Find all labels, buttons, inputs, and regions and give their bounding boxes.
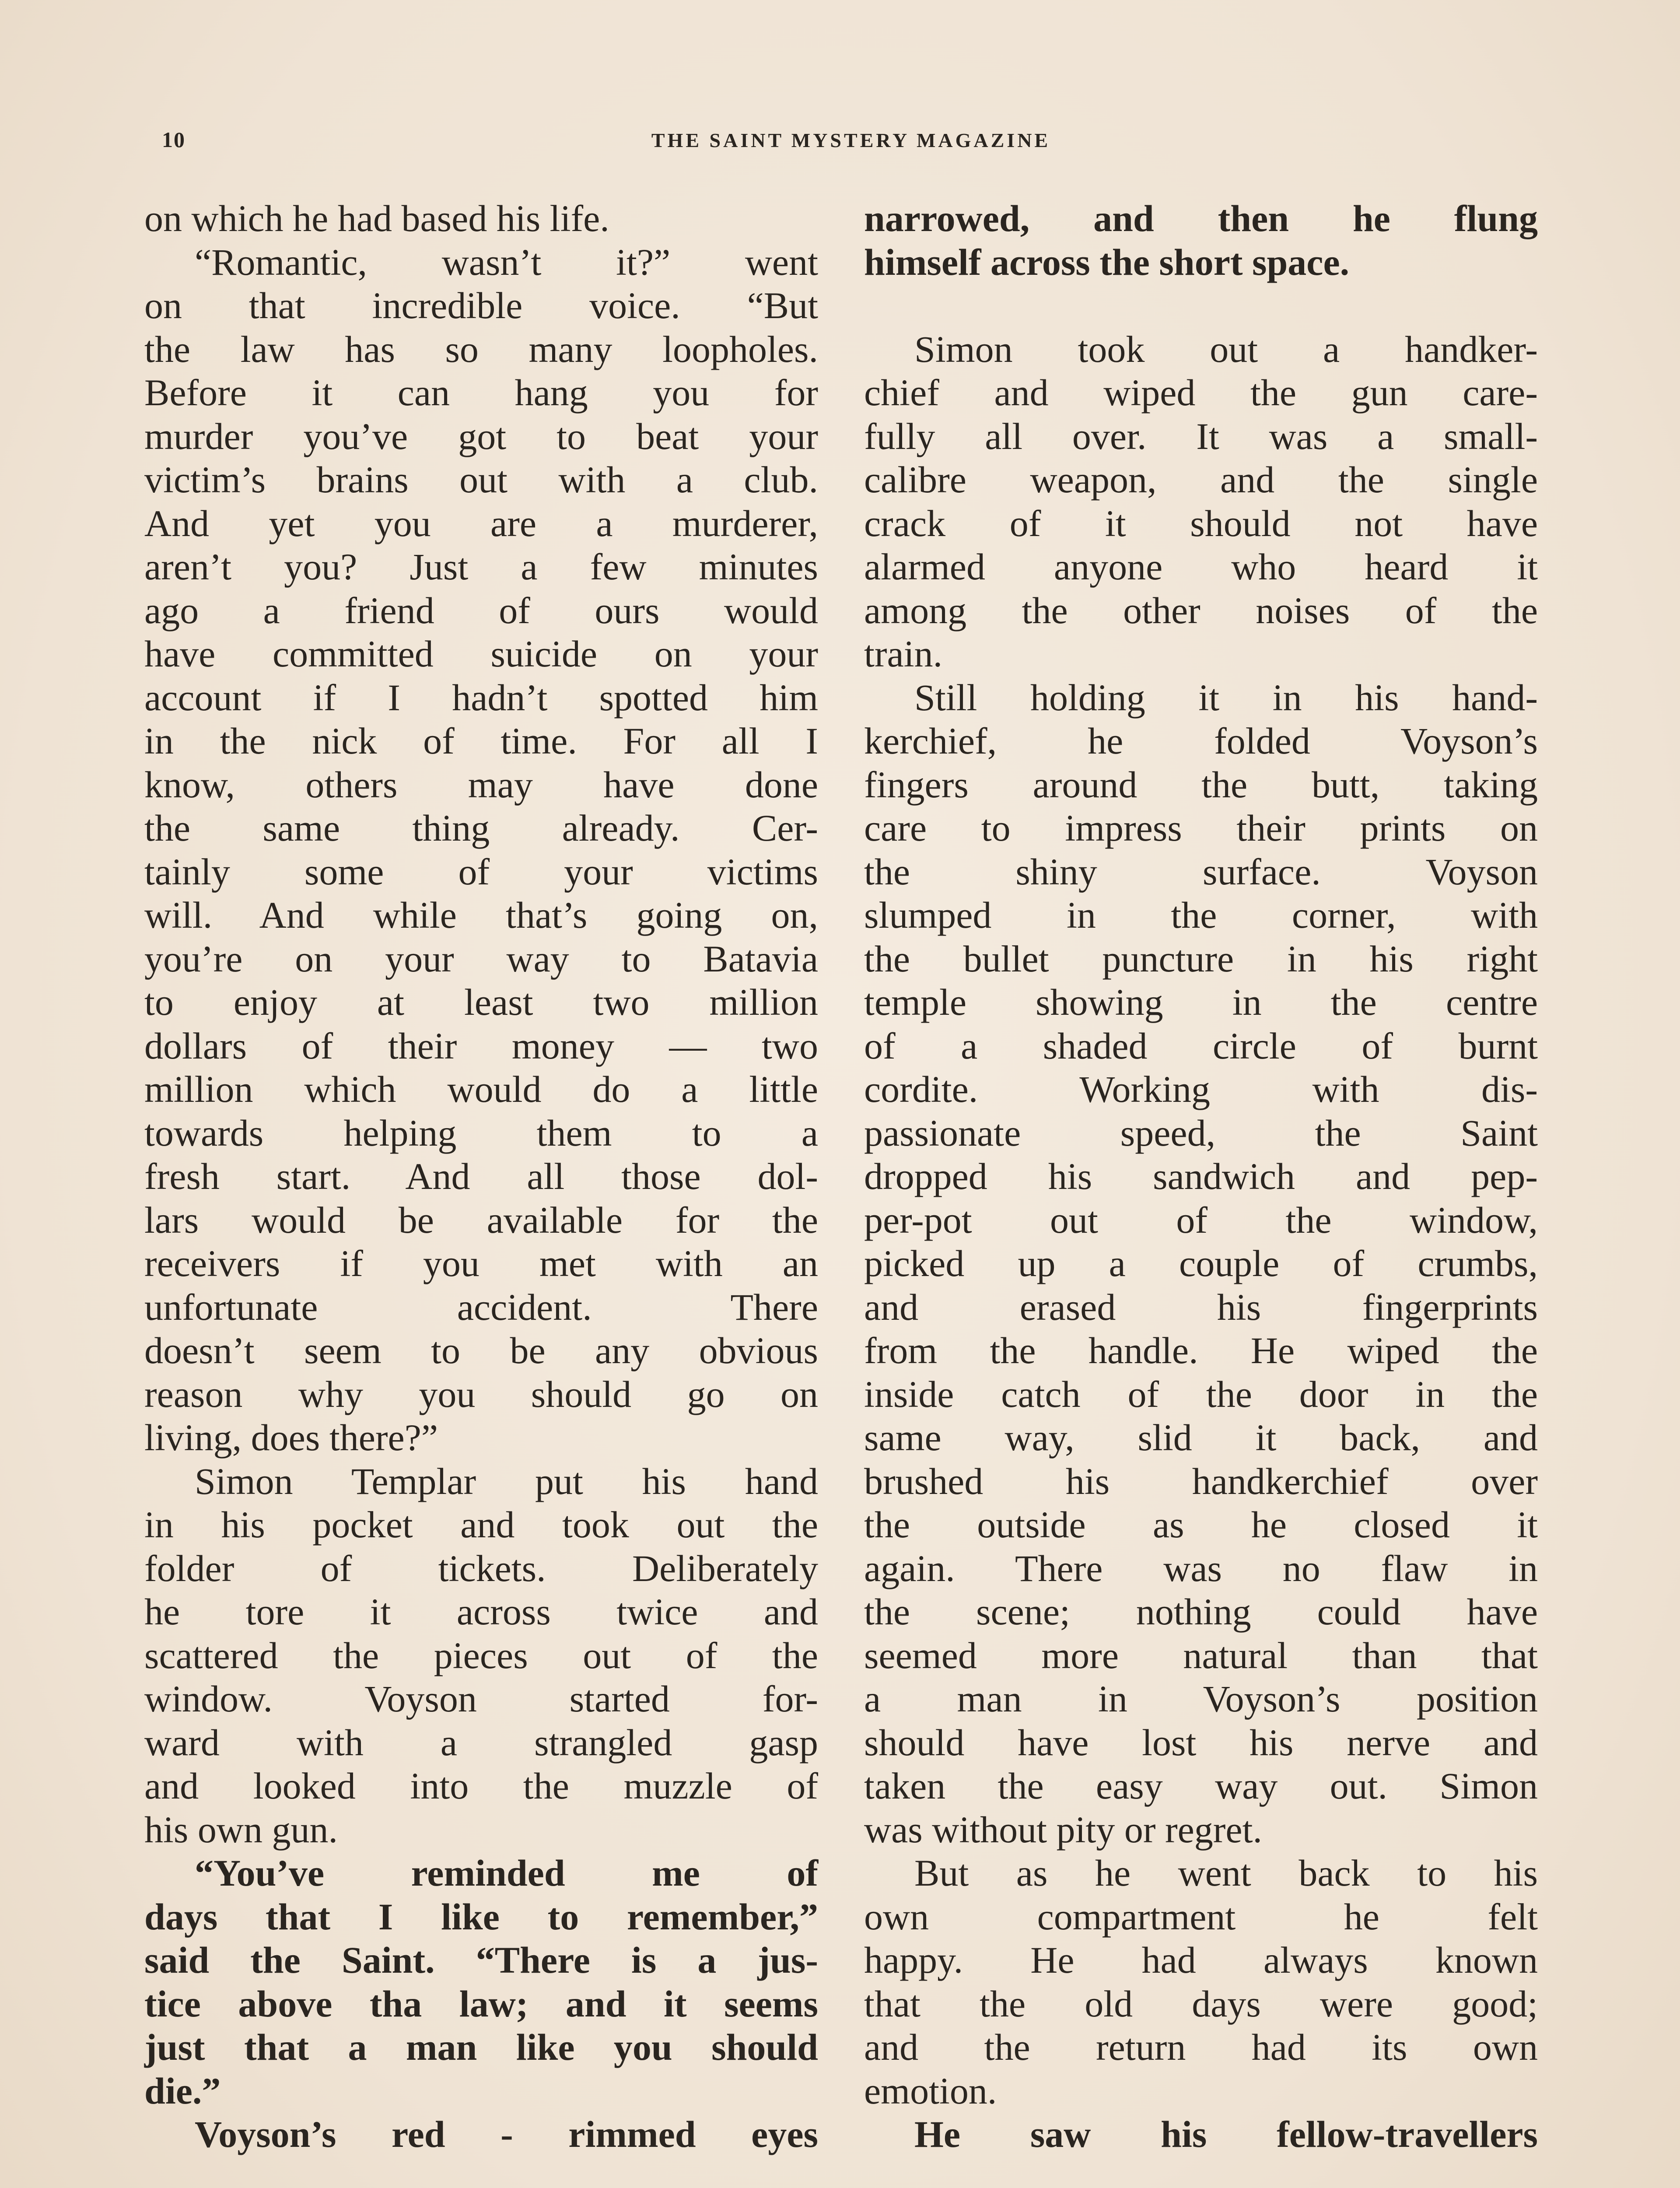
- text-line: cordite. Working with dis-: [864, 1068, 1538, 1110]
- text-line: the same thing already. Cer-: [144, 807, 818, 849]
- text-line: was without pity or regret.: [864, 1808, 1262, 1851]
- text-line: alarmed anyone who heard it: [864, 546, 1538, 588]
- text-line: picked up a couple of crumbs,: [864, 1242, 1538, 1284]
- text-line: kerchief, he folded Voyson’s: [864, 720, 1538, 762]
- text-line: fully all over. It was a small-: [864, 415, 1538, 457]
- text-line: to enjoy at least two million: [144, 981, 818, 1023]
- text-line: million which would do a little: [144, 1068, 818, 1110]
- text-line: the law has so many loopholes.: [144, 328, 818, 370]
- text-line: train.: [864, 633, 943, 675]
- text-line: the scene; nothing could have: [864, 1591, 1538, 1633]
- text-line: narrowed, and then he flung: [864, 197, 1538, 239]
- text-line: murder you’ve got to beat your: [144, 415, 818, 457]
- left-column: [144, 197, 818, 2156]
- text-line: the bullet puncture in his right: [864, 937, 1538, 980]
- text-line: the outside as he closed it: [864, 1504, 1538, 1546]
- text-line: “Romantic, wasn’t it?” went: [195, 241, 818, 283]
- text-line: happy. He had always known: [864, 1939, 1538, 1981]
- running-title: THE SAINT MYSTERY MAGAZINE: [651, 129, 1051, 151]
- text-line: and the return had its own: [864, 2026, 1538, 2068]
- text-line: Simon took out a handker-: [914, 328, 1538, 370]
- text-line: seemed more natural than that: [864, 1634, 1538, 1676]
- text-line: scattered the pieces out of the: [144, 1634, 818, 1676]
- text-line: days that I like to remember,”: [144, 1895, 818, 1938]
- text-line: And yet you are a murderer,: [144, 502, 818, 544]
- text-line: per-pot out of the window,: [864, 1199, 1538, 1241]
- text-line: just that a man like you should: [144, 2026, 818, 2068]
- text-line: care to impress their prints on: [864, 807, 1538, 849]
- text-line: Simon Templar put his hand: [195, 1460, 818, 1502]
- text-line: among the other noises of the: [864, 589, 1538, 631]
- text-line: know, others may have done: [144, 763, 818, 806]
- text-line: the shiny surface. Voyson: [864, 850, 1538, 893]
- text-line: on which he had based his life.: [144, 197, 609, 239]
- text-line: and looked into the muzzle of: [144, 1765, 818, 1807]
- text-line: again. There was no flaw in: [864, 1547, 1538, 1589]
- text-line: ward with a strangled gasp: [144, 1721, 818, 1764]
- text-line: a man in Voyson’s position: [864, 1678, 1538, 1720]
- text-line: have committed suicide on your: [144, 633, 818, 675]
- text-line: fresh start. And all those dol-: [144, 1155, 818, 1197]
- text-line: will. And while that’s going on,: [144, 894, 818, 936]
- text-line: inside catch of the door in the: [864, 1373, 1538, 1415]
- text-line: passionate speed, the Saint: [864, 1112, 1538, 1154]
- text-line: Before it can hang you for: [144, 372, 818, 414]
- text-line: in his pocket and took out the: [144, 1504, 818, 1546]
- text-line: on that incredible voice. “But: [144, 284, 818, 326]
- text-line: aren’t you? Just a few minutes: [144, 546, 818, 588]
- text-line: dropped his sandwich and pep-: [864, 1155, 1538, 1197]
- watermark-text: [1247, 2184, 1641, 2188]
- text-line: emotion.: [864, 2069, 997, 2112]
- page-number: 10: [162, 127, 186, 152]
- text-line: account if I hadn’t spotted him: [144, 676, 818, 719]
- text-line: himself across the short space.: [864, 241, 1350, 283]
- text-line: Voyson’s red - rimmed eyes: [195, 2113, 818, 2155]
- text-line: victim’s brains out with a club.: [144, 459, 818, 501]
- text-line: tainly some of your victims: [144, 850, 818, 893]
- right-column: [864, 197, 1538, 2156]
- text-line: slumped in the corner, with: [864, 894, 1538, 936]
- text-line: towards helping them to a: [144, 1112, 818, 1154]
- text-line: of a shaded circle of burnt: [864, 1024, 1538, 1067]
- text-line: “You’ve reminded me of: [195, 1852, 818, 1894]
- text-line: chief and wiped the gun care-: [864, 372, 1538, 414]
- text-line: fingers around the butt, taking: [864, 763, 1538, 806]
- text-line: unfortunate accident. There: [144, 1286, 818, 1328]
- text-line: doesn’t seem to be any obvious: [144, 1329, 818, 1371]
- text-line: and erased his fingerprints: [864, 1286, 1538, 1328]
- text-line: from the handle. He wiped the: [864, 1329, 1538, 1371]
- text-line: tice above tha law; and it seems: [144, 1982, 818, 2025]
- text-line: taken the easy way out. Simon: [864, 1765, 1538, 1807]
- text-line: own compartment he felt: [864, 1895, 1538, 1938]
- scene-break: [864, 284, 1538, 328]
- text-line: his own gun.: [144, 1808, 338, 1851]
- text-line: Still holding it in his hand-: [914, 676, 1538, 719]
- text-line: lars would be available for the: [144, 1199, 818, 1241]
- watermark-logo: [1247, 2184, 1641, 2188]
- text-line: ago a friend of ours would: [144, 589, 818, 631]
- text-line: dollars of their money — two: [144, 1024, 818, 1067]
- page-header: [162, 127, 1540, 166]
- text-line: window. Voyson started for-: [144, 1678, 818, 1720]
- text-line: reason why you should go on: [144, 1373, 818, 1415]
- text-line: in the nick of time. For all I: [144, 720, 818, 762]
- text-line: die.”: [144, 2069, 221, 2112]
- text-line: crack of it should not have: [864, 502, 1538, 544]
- text-line: calibre weapon, and the single: [864, 459, 1538, 501]
- text-line: folder of tickets. Deliberately: [144, 1547, 818, 1589]
- text-line: you’re on your way to Batavia: [144, 937, 818, 980]
- text-line: same way, slid it back, and: [864, 1417, 1538, 1459]
- text-line: should have lost his nerve and: [864, 1721, 1538, 1764]
- text-line: that the old days were good;: [864, 1982, 1538, 2025]
- text-line: receivers if you met with an: [144, 1242, 818, 1284]
- text-line: He saw his fellow-travellers: [914, 2113, 1538, 2155]
- text-line: living, does there?”: [144, 1417, 438, 1459]
- text-line: But as he went back to his: [914, 1852, 1538, 1894]
- text-line: temple showing in the centre: [864, 981, 1538, 1023]
- text-line: he tore it across twice and: [144, 1591, 818, 1633]
- text-line: brushed his handkerchief over: [864, 1460, 1538, 1502]
- text-line: said the Saint. “There is a jus-: [144, 1939, 818, 1981]
